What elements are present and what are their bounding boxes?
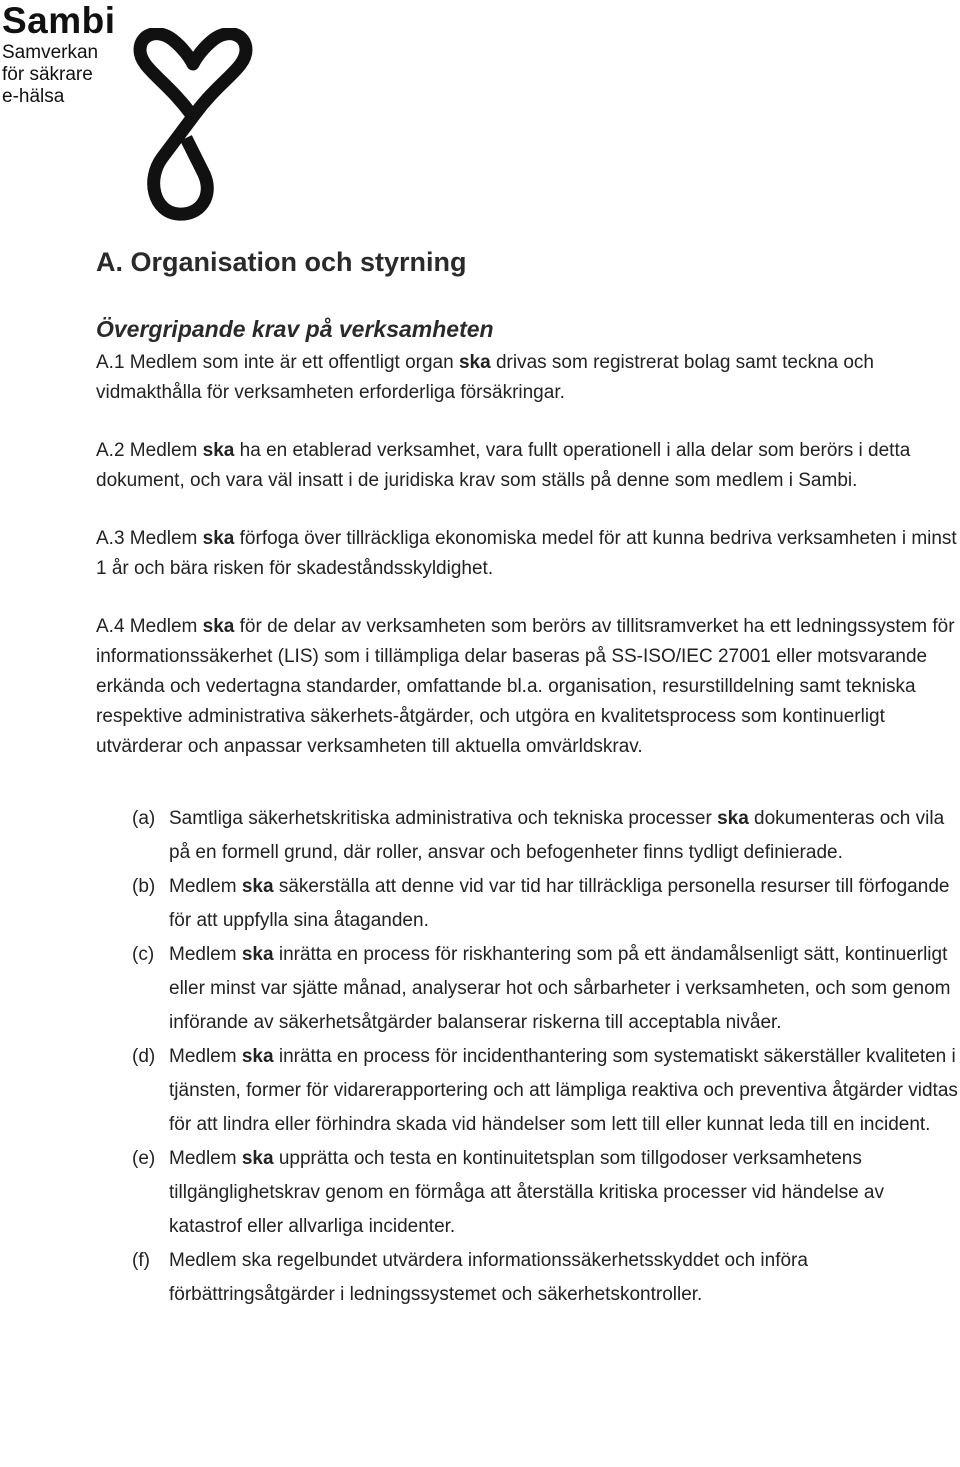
logo-tagline-line-2: för säkrare (2, 64, 93, 85)
heart-figure-eight-icon (128, 28, 258, 224)
logo-text (2, 2, 116, 108)
keyword-ska: ska (458, 352, 491, 373)
logo-name: Sambi (2, 0, 116, 41)
list-marker: (e) (132, 1148, 156, 1169)
requirement-id: A.4 (96, 616, 125, 637)
keyword-ska: ska (241, 944, 274, 965)
requirement-a4-sub-items (96, 802, 960, 1312)
keyword-ska: ska (717, 808, 749, 829)
list-item: (d) Medlem ska inrätta en process för incidenthantering som systematiskt säkerställer kvaliteten i tjänsten, former för vidarerapportering och att lämpliga reaktiva och preventiva åtgärder vidtas för att lindra eller förhindra skada vid händelser som lett till eller kunnat leda till en incident. (96, 1040, 960, 1142)
requirement-a1: A.1 Medlem som inte är ett offentligt organ ska drivas som registrerat bolag samt teckna och vidmakthålla för verksamheten erforderliga försäkringar. (96, 352, 875, 403)
requirement-id: A.2 (96, 440, 125, 461)
list-marker: (f) (132, 1250, 150, 1271)
requirement-id: A.1 (96, 352, 125, 373)
list-marker: (d) (132, 1046, 156, 1067)
logo-tagline-line-3: e-hälsa (2, 86, 65, 107)
list-marker: (b) (132, 876, 156, 897)
requirement-a2: A.2 Medlem ska ha en etablerad verksamhet, vara fullt operationell i alla delar som berörs i detta dokument, och vara väl insatt i de juridiska krav som ställs på denne som medlem i Sambi. (96, 440, 911, 491)
document-body (96, 244, 960, 1312)
list-item: (c) Medlem ska inrätta en process för riskhantering som på ett ändamålsenligt sätt, kontinuerligt eller minst var sjätte månad, analyserar hot och sårbarheter i verksamheten, och som genom införande av säkerhetsåtgärder balanserar riskerna till acceptabla nivåer. (96, 938, 960, 1040)
list-marker: (a) (132, 808, 156, 829)
keyword-ska: ska (202, 616, 235, 637)
keyword-ska: ska (241, 1148, 274, 1169)
keyword-ska: ska (202, 528, 235, 549)
list-item: (a) Samtliga säkerhetskritiska administrativa och tekniska processer ska dokumenteras och vila på en formell grund, där roller, ansvar och befogenheter finns tydligt definierade. (96, 802, 960, 870)
section-title: A. Organisation och styrning (96, 247, 467, 277)
requirement-a3: A.3 Medlem ska förfoga över tillräckliga ekonomiska medel för att kunna bedriva verksamheten i minst 1 år och bära risken för skadeståndsskyldighet. (96, 528, 957, 579)
sambi-logo (0, 0, 260, 225)
list-marker: (c) (132, 944, 155, 965)
keyword-ska: ska (202, 440, 235, 461)
logo-tagline-line-1: Samverkan (2, 42, 99, 63)
list-item: (e) Medlem ska upprätta och testa en kontinuitetsplan som tillgodoser verksamhetens tillgänglighetskrav genom en förmåga att återställa kritiska processer vid händelse av katastrof eller allvarliga incidenter. (96, 1142, 960, 1244)
subsection-title: Övergripande krav på verksamheten (96, 316, 494, 342)
requirement-a4: A.4 Medlem ska för de delar av verksamheten som berörs av tillitsramverket ha ett ledningssystem för informationssäkerhet (LIS) som i tillämpliga delar baseras på SS-ISO/IEC 27001 eller motsvarande erkända och vedertagna standarder, omfattande bl.a. organisation, resurstilldelning samt tekniska respektive administrativa säkerhets-åtgärder, och utgöra en kvalitetsprocess som kontinuerligt utvärderar och anpassar verksamheten till aktuella omvärldskrav. (96, 616, 955, 757)
list-item: (f) Medlem ska regelbundet utvärdera informationssäkerhetsskyddet och införa förbättringsåtgärder i ledningssystemet och säkerhetskontroller. (96, 1244, 960, 1312)
requirement-id: A.3 (96, 528, 125, 549)
list-item: (b) Medlem ska säkerställa att denne vid var tid har tillräckliga personella resurser till förfogande för att uppfylla sina åtaganden. (96, 870, 960, 938)
keyword-ska: ska (241, 1046, 274, 1067)
keyword-ska: ska (241, 876, 274, 897)
